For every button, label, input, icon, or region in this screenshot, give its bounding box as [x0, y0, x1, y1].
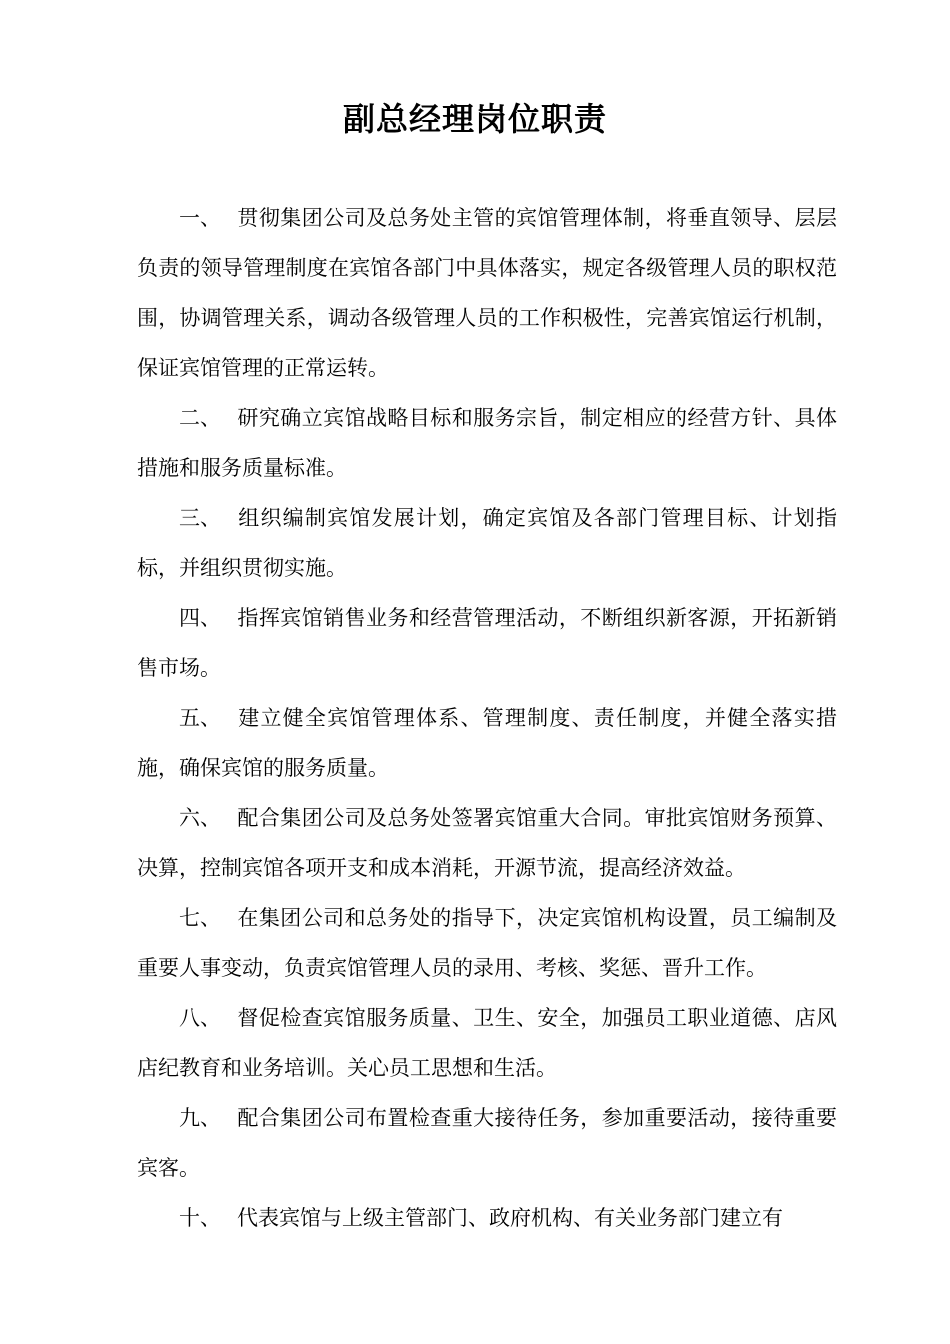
item-number: 二、 [179, 406, 221, 430]
duty-item-7 [137, 893, 837, 993]
item-text: 研究确立宾馆战略目标和服务宗旨，制定相应的经营方针、具体措施和服务质量标准。 [137, 406, 837, 480]
document-title: 副总经理岗位职责 [342, 100, 607, 138]
item-text: 配合集团公司及总务处签署宾馆重大合同。审批宾馆财务预算、决算，控制宾馆各项开支和成本消耗，开源节流，提高经济效益。 [137, 806, 837, 880]
item-number: 九、 [179, 1106, 221, 1130]
duty-item-8 [137, 993, 837, 1093]
item-text: 督促检查宾馆服务质量、卫生、安全，加强员工职业道德、店风店纪教育和业务培训。关心员工思想和生活。 [137, 1006, 837, 1080]
item-number: 五、 [179, 706, 221, 730]
item-text: 组织编制宾馆发展计划，确定宾馆及各部门管理目标、计划指标，并组织贯彻实施。 [137, 506, 837, 580]
duty-item-10 [137, 1193, 837, 1243]
item-number: 三、 [179, 506, 221, 530]
item-text: 在集团公司和总务处的指导下，决定宾馆机构设置，员工编制及重要人事变动，负责宾馆管理人员的录用、考核、奖惩、晋升工作。 [137, 906, 837, 980]
item-text: 贯彻集团公司及总务处主管的宾馆管理体制，将垂直领导、层层负责的领导管理制度在宾馆各部门中具体落实，规定各级管理人员的职权范围，协调管理关系，调动各级管理人员的工作积极性，完善宾馆运行机制，保证宾馆管理的正常运转。 [137, 206, 837, 380]
item-number: 七、 [179, 906, 221, 930]
duty-item-6 [137, 793, 837, 893]
item-number: 八、 [179, 1006, 221, 1030]
item-number: 六、 [179, 806, 221, 830]
item-number: 四、 [179, 606, 221, 630]
item-text: 配合集团公司布置检查重大接待任务，参加重要活动，接待重要宾客。 [137, 1106, 837, 1180]
duty-item-9 [137, 1093, 837, 1193]
duty-item-5 [137, 693, 837, 793]
item-number: 一、 [179, 206, 221, 230]
item-number: 十、 [179, 1206, 221, 1230]
duty-item-2 [137, 393, 837, 493]
duty-item-3 [137, 493, 837, 593]
item-text: 代表宾馆与上级主管部门、政府机构、有关业务部门建立有 [237, 1206, 783, 1230]
item-text: 指挥宾馆销售业务和经营管理活动，不断组织新客源，开拓新销售市场。 [137, 606, 837, 680]
document-body [137, 193, 837, 1243]
duty-item-1 [137, 193, 837, 393]
item-text: 建立健全宾馆管理体系、管理制度、责任制度，并健全落实措施，确保宾馆的服务质量。 [137, 706, 837, 780]
duty-item-4 [137, 593, 837, 693]
